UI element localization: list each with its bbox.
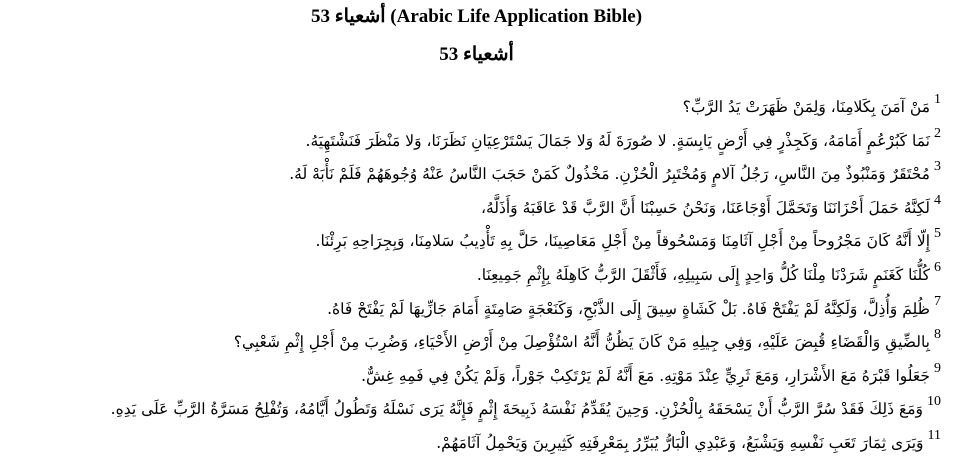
verse-text: كُلُّنَا كَغَنَمٍ شَرَدْنَا مِلْنَا كُلُّ وَاحِدٍ إِلَى سَبِيلِهِ، فَأَثْقَلَ الرَّبُّ كَاهِلَهُ بِإِثْمِ جَمِيعِنَا. — [476, 265, 930, 284]
verse-number: 11 — [927, 427, 941, 443]
verse-text: وَمَعَ ذَلِكَ فَقَدْ سُرَّ الرَّبُّ أَنْ يَسْحَقَهُ بِالْحُزْنِ. وَحِينَ يُقَدِّمُ نَفْسَهُ ذَبِيحَةَ إِثْمٍ فَإِنَّهُ يَرَى نَسْلَهُ وَتَطُولُ أَيَّامُهُ، وَتُفْلِحُ مَسَرَّةُ الرَّبِّ عَلَى يَدِهِ. — [110, 400, 923, 419]
verse-10 — [1, 392, 941, 426]
verse-6 — [1, 258, 941, 292]
verse-number: 1 — [934, 92, 941, 107]
verse-number: 3 — [934, 159, 941, 175]
chapter-heading: أشعياء 53 — [439, 44, 514, 65]
verse-number: 8 — [934, 327, 941, 343]
verse-text: نَمَا كَبُرْعُمٍ أَمَامَهُ، وَكَجِذْرٍ فِي أَرْضٍ يَابِسَةٍ. لا صُورَةَ لَهُ وَلا جَمَالَ يَسْتَرْعِيَانِ نَظَرَنَا، وَلا مَنْظَرَ فَنَشْتَهِيَهُ. — [305, 131, 930, 150]
verse-text: إِلّا أَنَّهُ كَانَ مَجْرُوحاً مِنْ أَجْلِ آثَامِنَا وَمَسْحُوقاً مِنْ أَجْلِ مَعَاصِينَا، حَلَّ بِهِ تَأْدِيبُ سَلامِنَا، وَبِجِرَاحِهِ بَرِئْنَا. — [315, 232, 930, 251]
verse-number: 4 — [934, 192, 941, 208]
verse-11 — [1, 426, 941, 460]
verse-text: وَيَرَى ثِمَارَ تَعَبِ نَفْسِهِ وَيَشْبَعُ، وَعَبْدِي الْبَارُّ يُبَرِّرُ بِمَعْرِفَتِهِ كَثِيرِينَ وَيَحْمِلُ آثَامَهُمْ. — [436, 433, 924, 452]
verse-text: ظُلِمَ وَأُذِلَّ، وَلَكِنَّهُ لَمْ يَفْتَحْ فَاهُ. بَلْ كَشَاةٍ سِيقَ إِلَى الذَّبْحِ، وَكَنَعْجَةٍ صَامِتَةٍ أَمَامَ جَازِّيهَا لَمْ يَفْتَحْ فَاهُ. — [327, 299, 930, 318]
verse-text: لَكِنَّهُ حَمَلَ أَحْزَانَنَا وَتَحَمَّلَ أَوْجَاعَنَا، وَنَحْنُ حَسِبْنَا أَنَّ الرَّبَّ قَدْ عَاقَبَهُ وَأَذَلَّهُ، — [480, 198, 930, 217]
verse-3 — [1, 157, 941, 191]
verse-8 — [1, 325, 941, 359]
verse-number: 6 — [934, 259, 941, 275]
verse-text: جَعَلُوا قَبْرَهُ مَعَ الأَشْرَارِ، وَمَعَ ثَرِيٍّ عِنْدَ مَوْتِهِ. مَعَ أَنَّهُ لَمْ يَرْتَكِبْ جَوْراً، وَلَمْ يَكُنْ فِي فَمِهِ غِشٌّ. — [361, 366, 930, 385]
verse-1 — [1, 90, 941, 124]
verse-text: مُحْتَقَرٌ وَمَنْبُوذٌ مِنَ النَّاسِ، رَجُلُ آلامٍ وَمُخْتَبِرُ الْحُزْنِ. مَخْذُولٌ كَمَنْ حَجَبَ النَّاسُ عَنْهُ وُجُوهَهُمْ فَلَمْ نَأْبَهْ لَهُ. — [289, 165, 930, 184]
verse-text: مَنْ آمَنَ بِكَلامِنَا، وَلِمَنْ ظَهَرَتْ يَدُ الرَّبِّ؟ — [682, 98, 930, 116]
verse-number: 9 — [934, 360, 941, 376]
verse-number: 5 — [934, 226, 941, 242]
page-title: أشعياء 53 (Arabic Life Application Bible) — [310, 6, 643, 27]
verse-text: بِالضِّيقِ وَالْقَضَاءِ قُبِضَ عَلَيْهِ، وَفِي جِيلِهِ مَنْ كَانَ يَظُنُّ أَنَّهُ اسْتُؤْصِلَ مِنْ أَرْضِ الأَحْيَاءِ، وَضُرِبَ مِنْ أَجْلِ إِثْمِ شَعْبِي؟ — [233, 333, 930, 352]
verse-4 — [1, 191, 941, 225]
verse-number: 10 — [927, 394, 941, 410]
verse-2 — [1, 124, 941, 158]
verse-7 — [1, 292, 941, 326]
verse-5 — [1, 224, 941, 258]
verse-list — [1, 90, 941, 460]
verse-number: 2 — [934, 125, 941, 141]
verse-number: 7 — [934, 293, 941, 309]
verse-9 — [1, 359, 941, 393]
